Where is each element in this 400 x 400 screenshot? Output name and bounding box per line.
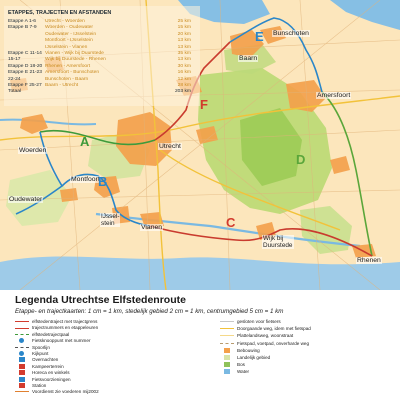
legend-item-label: Plattelandsweg, woonstraat [237,333,294,339]
stage-table-row [8,77,194,83]
stage-table-row [8,32,194,38]
stage-table-row [8,38,194,44]
stage-table-distance: 15 km [177,25,191,31]
stage-table-stage: Etappe D 18-20 [8,63,43,69]
stage-table-distance: 30 km [177,63,191,69]
legend-symbol [15,321,29,322]
stage-letter-d: D [296,152,306,167]
stage-table-distance: 203 km [174,89,191,95]
legend-item-label: Voordienst zie voederen mij2002 [32,389,99,395]
stage-table-route: Vianen - Wijk bij Duurstede [45,51,104,56]
stage-letter-e: E [255,29,264,44]
legend-symbol [19,364,25,369]
legend-item-label: Spoorlijn [32,344,50,350]
stage-table-distance: 28 km [177,83,191,88]
label-utrecht: Utrecht [159,143,181,150]
label-ijsselstein: IJssel- stein [101,213,120,227]
stage-table-distance: 25 km [177,19,191,24]
stage-table-route: Woerden - Oudewater [45,25,94,31]
legend-symbol [220,335,234,336]
stage-table-route: Montfoort - IJsselstein [45,38,93,44]
legend-item [220,347,395,354]
legend-symbol [220,343,234,344]
legend-title: Legenda Utrechtse Elfstedenroute [15,294,186,306]
stage-table-distance: 20 km [177,31,191,37]
label-baarn: Baarn [239,55,258,62]
stage-table-distance: 35 km [177,51,191,56]
stage-table-stage: Etappe C 11-14 [8,51,42,56]
legend-item-label: Kijkpunt [32,351,49,356]
legend-item [220,368,395,375]
legend-item-label: elfstedetrajectpaal [32,331,70,337]
stage-table-route: Oudewater - IJsselstein [45,31,97,37]
legend-item-label: Fietspad, voetpad, onverharde weg [237,340,310,346]
legend-symbol [19,370,25,375]
label-montfoort: Montfoort [71,176,100,183]
stage-table-route: Baarn - Utrecht [45,83,79,88]
stage-table-row [8,83,194,89]
legend-symbol [19,338,24,343]
legend-symbol [15,334,29,335]
stage-table-stage: Etappe E 21-23 [8,70,42,76]
stage-table-stage: Totaal [8,89,22,95]
label-bunschoten: Bunschoten [273,30,309,37]
stage-table-stage: 15-17 [8,57,21,63]
legend-item-label: trajectnummers en etappeleuren [32,325,99,331]
legend-item-label: Horeca en winkels [32,370,70,376]
legend-symbol [220,328,234,329]
stage-table-row [8,64,194,70]
legend-item-label: Bos [237,362,245,368]
legend-item [220,325,395,332]
legend-item-label: Station [32,383,47,388]
legend-item [15,388,195,395]
legend-symbol [224,348,230,353]
legend-item [220,332,395,339]
legend-item [220,318,395,325]
legend-left-column [15,318,195,398]
legend-item-label: Landelijk gebied [237,355,271,360]
legend-panel [0,290,400,400]
legend-symbol [19,357,25,362]
label-wijk-bij-duurstede: Wijk bij Duurstede [263,235,293,249]
stage-table-route: IJsselstein - Vianen [45,44,88,50]
legend-symbol [15,325,29,329]
legend-item-label: Fietsvoorzieningen [32,376,71,382]
stage-table-row [8,45,194,51]
stage-table-route: Utrecht - Woerden [45,19,85,24]
legend-item-label: Water [237,369,250,375]
legend-item [220,361,395,368]
label-woerden: Woerden [19,147,47,154]
stage-table-row [8,70,194,76]
stage-table-route: Amersfoort - Bunschoten [45,70,100,76]
legend-item-label: Overnachten [32,357,59,363]
legend-symbol [224,355,230,360]
stage-letter-b: B [98,174,108,189]
legend-item [220,340,395,347]
stage-table-rows [8,19,198,105]
label-vianen: Vianen [141,224,163,231]
legend-symbol [15,391,29,392]
legend-item-label: Bebouwing [237,347,260,353]
stage-table-distance: 12 km [177,76,191,82]
legend-right-column [220,318,395,398]
legend-symbol [19,377,25,382]
legend-symbol [15,347,29,348]
stage-table-route: Bunschoten - Baarn [45,76,89,82]
label-amersfoort: Amersfoort [317,92,351,99]
stage-table-route: Rhenen - Amersfoort [45,63,91,69]
stage-letter-f: F [200,97,208,112]
legend-item-label: gesloten voor fietsers [237,319,281,324]
legend-symbol [220,321,234,322]
stage-table-row [8,89,194,95]
stage-table-row [8,25,194,31]
legend-item-label: elfstedentraject met trajectgrens [32,319,98,324]
stage-table [8,10,198,106]
stage-table-distance: 13 km [177,44,191,50]
stage-letter-c: C [226,215,236,230]
legend-item-label: Kampeerterrein [32,363,64,369]
legend-symbol [19,351,24,356]
legend-symbol [19,383,25,388]
stage-table-distance: 13 km [177,38,191,44]
stage-table-route: Wijk bij Duurstede - Rhenen [45,57,106,63]
legend-symbol [224,369,230,374]
legend-item [220,354,395,361]
legend-symbol [224,362,230,367]
stage-letter-a: A [80,134,90,149]
stage-table-stage: Etappe F 25-27 [8,83,42,88]
legend-subtitle: Etappe- en trajectkaarten: 1 cm = 1 km, stedelijk gebied 2 cm = 1 km, centrumgebied 5 cm = 1 km [15,308,284,315]
legend-item-label: Fietsknooppunt met nummer [32,338,91,344]
stage-table-stage: Etappe B 7-9 [8,25,37,31]
stage-table-row [8,57,194,63]
stage-table-distance: 13 km [177,57,191,63]
stage-table-stage: 22-24 [8,76,21,82]
legend-item-label: Doorgaande weg, idem met fietspad [237,326,311,332]
stage-table-heading: ETAPPES, TRAJECTEN EN AFSTANDEN [8,10,112,16]
label-oudewater: Oudewater [9,196,43,203]
stage-table-distance: 16 km [177,70,191,76]
stage-table-stage: Etappe A 1-6 [8,19,37,24]
label-rhenen: Rhenen [357,257,381,264]
